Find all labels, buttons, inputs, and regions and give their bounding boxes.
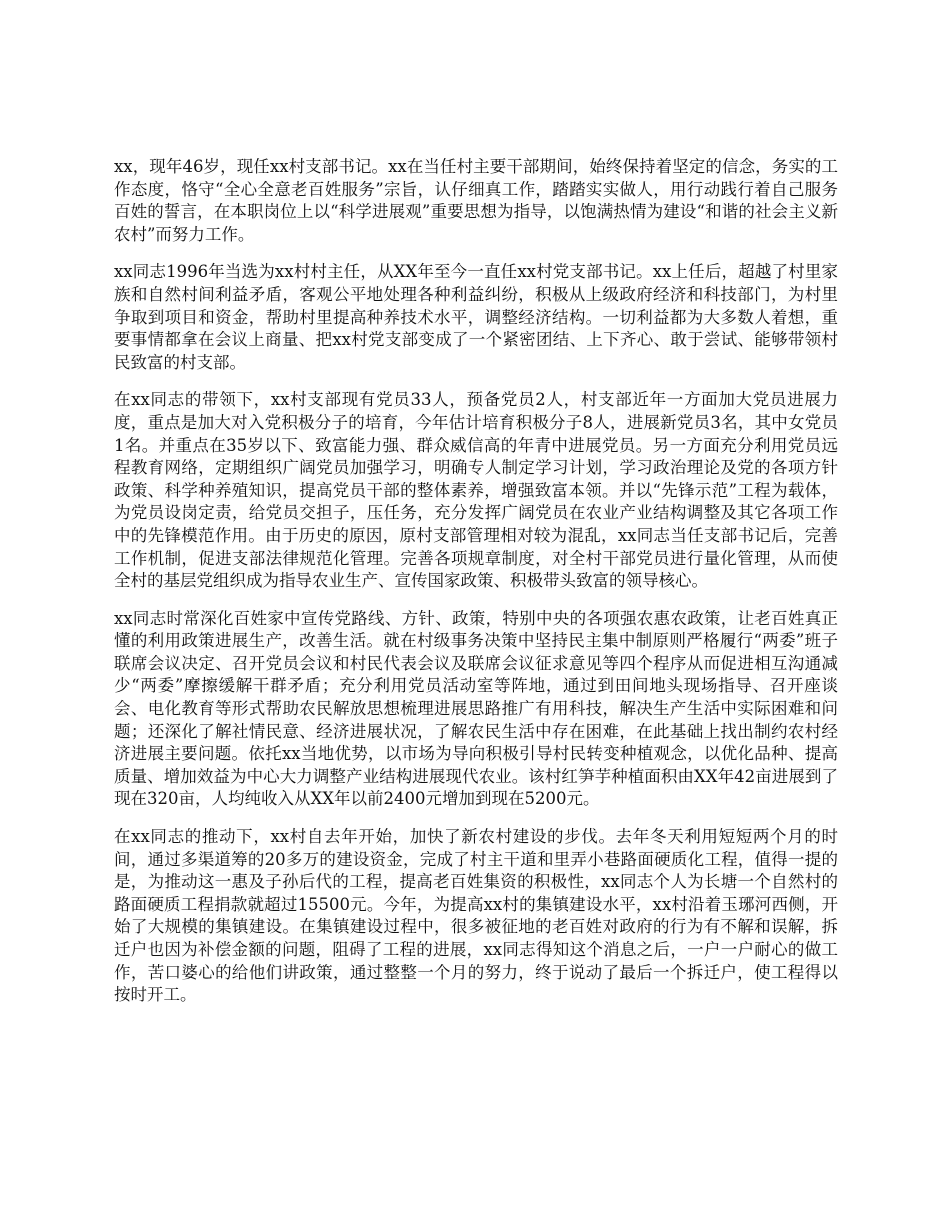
paragraph: xx同志时常深化百姓家中宣传党路线、方针、政策，特别中央的各项强农惠农政策，让老百姓真正懂的利用政策进展生产，改善生活。就在村级事务决策中坚持民主集中制原则严格履行“两委”班子联席会议决定、召开党员会议和村民代表会议及联席会议征求意见等四个程序从而促进相互沟通减少“两委”摩擦缓解干群矛盾；充分利用党员活动室等阵地，通过到田间地头现场指导、召开座谈会、电化教育等形式帮助农民解放思想梳理进展思路推广有用科技，解决生产生活中实际困难和问题；还深化了解社情民意、经济进展状况，了解农民生活中存在困难，在此基础上找出制约农村经济进展主要问题。依托xx当地优势，以市场为导向积极引导村民转变种植观念，以优化品种、提高质量、增加效益为中心大力调整产业结构进展现代农业。该村红笋芋种植面积由XX年42亩进展到了现在320亩，人均纯收入从XX年以前2400元增加到现在5200元。 — [114, 608, 838, 809]
paragraph: 在xx同志的推动下，xx村自去年开始，加快了新农村建设的步伐。去年冬天利用短短两个月的时间，通过多渠道筹的20多万的建设资金，完成了村主干道和里弄小巷路面硬质化工程，值得一提的是，为推动这一惠及子孙后代的工程，提高老百姓集资的积极性，xx同志个人为长塘一个自然村的路面硬质工程捐款就超过15500元。今年，为提高xx村的集镇建设水平，xx村沿着玉琊河西侧，开始了大规模的集镇建设。在集镇建设过程中，很多被征地的老百姓对政府的行为有不解和误解，拆迁户也因为补偿金额的问题，阻碍了工程的进展，xx同志得知这个消息之后，一户一户耐心的做工作，苦口婆心的给他们讲政策，通过整整一个月的努力，终于说动了最后一个拆迁户，使工程得以按时开工。 — [114, 827, 838, 1005]
paragraph: xx，现年46岁，现任xx村支部书记。xx在当任村主要干部期间，始终保持着坚定的信念，务实的工作态度，恪守“全心全意老百姓服务”宗旨，认仔细真工作，踏踏实实做人，用行动践行着自己服务百姓的誓言，在本职岗位上以“科学进展观”重要思想为指导，以饱满热情为建设“和谐的社会主义新农村”而努力工作。 — [114, 157, 838, 244]
paragraph: xx同志1996年当选为xx村村主任，从XX年至今一直任xx村党支部书记。xx上任后，超越了村里家族和自然村间利益矛盾，客观公平地处理各种利益纠纷，积极从上级政府经济和科技部门，为村里争取到项目和资金，帮助村里提高种养技术水平，调整经济结构。一切利益都为大多数人着想，重要事情都拿在会议上商量、把xx村党支部变成了一个紧密团结、上下齐心、敢于尝试、能够带领村民致富的村支部。 — [114, 262, 838, 372]
paragraph: 在xx同志的带领下，xx村支部现有党员33人，预备党员2人，村支部近年一方面加大党员进展力度，重点是加大对入党积极分子的培育，今年估计培育积极分子8人，进展新党员3名，其中女党员1名。并重点在35岁以下、致富能力强、群众威信高的年青中进展党员。另一方面充分利用党员远程教育网络，定期组织广阔党员加强学习，明确专人制定学习计划，学习政治理论及党的各项方针政策、科学种养殖知识，提高党员干部的整体素养，增强致富本领。并以“先锋示范”工程为载体，为党员设岗定责，给党员交担子，压任务，充分发挥广阔党员在农业产业结构调整及其它各项工作中的先锋模范作用。由于历史的原因，原村支部管理相对较为混乱，xx同志当任支部书记后，完善工作机制，促进支部法律规范化管理。完善各项规章制度，对全村干部党员进行量化管理，从而使全村的基层党组织成为指导农业生产、宣传国家政策、积极带头致富的领导核心。 — [114, 390, 838, 591]
document-body — [114, 156, 838, 1022]
